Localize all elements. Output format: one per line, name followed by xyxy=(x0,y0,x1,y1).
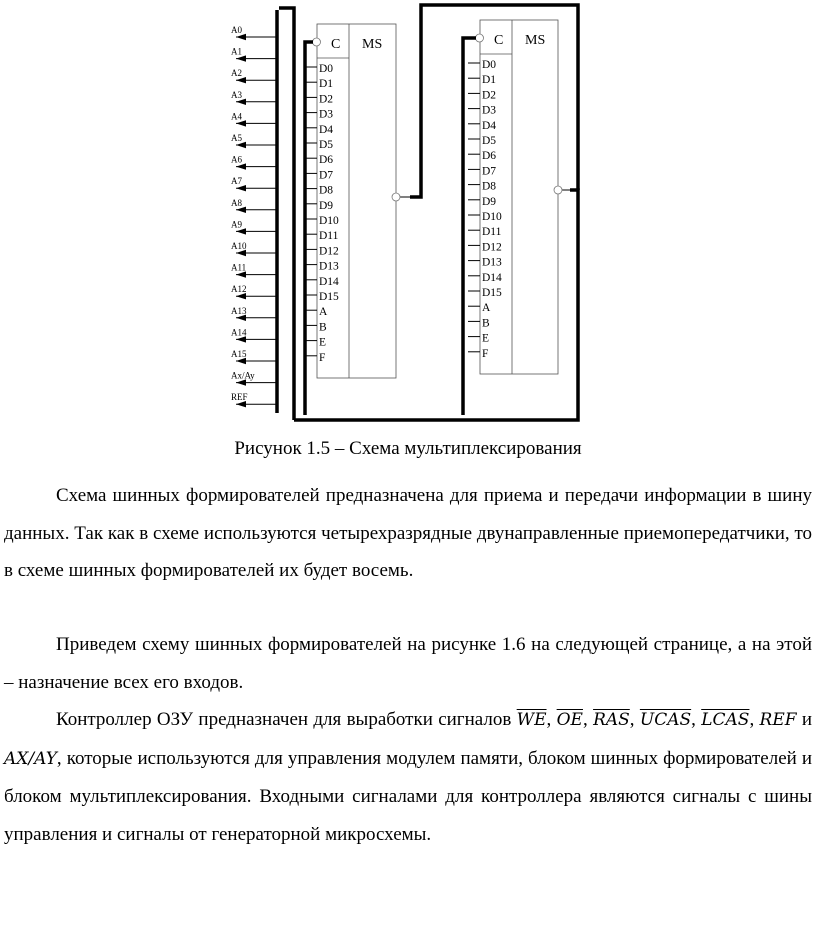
pin-label: A xyxy=(319,306,328,319)
pin-label: D1 xyxy=(482,74,497,87)
paragraph-text: Схема шинных формирователей предназначена для приема и передачи информации в шину данных. Так как в схеме используются четырехразрядные двунаправленные приемопередатчики, то в схеме шинных формирователей их будет восемь. xyxy=(4,485,812,581)
input-label: A6 xyxy=(231,154,242,165)
input-label: A13 xyxy=(231,305,247,316)
pin-label: D14 xyxy=(482,271,502,284)
pin-label: D1 xyxy=(319,78,334,91)
pin-label: D13 xyxy=(482,256,502,269)
pin-label: D14 xyxy=(319,275,339,288)
signal-ucas: UCAS xyxy=(639,710,692,730)
pin-label: D7 xyxy=(482,165,497,178)
pin-label: E xyxy=(482,332,490,345)
mux-control-label: C xyxy=(494,33,504,48)
input-label: A5 xyxy=(231,133,242,143)
pin-label: D3 xyxy=(482,104,497,117)
bus-wire xyxy=(305,42,313,415)
paragraph-text: Контроллер ОЗУ предназначен для выработки сигналов xyxy=(56,709,512,730)
pin-label: D10 xyxy=(482,211,502,223)
pin-label: D0 xyxy=(482,59,497,71)
mux-control-label: C xyxy=(331,37,341,52)
input-label: A10 xyxy=(231,241,247,251)
paragraph-text: , которые используются для управления модулем памяти, блоком шинных формирователей и блоком мультиплексирования. Входными сигналами для контроллера являются сигналы с шины управления и сигналы от генераторной микросхемы. xyxy=(4,747,812,845)
pin-label: D2 xyxy=(319,93,334,106)
input-label: A12 xyxy=(231,284,247,295)
input-label: Ax/Ay xyxy=(231,370,255,381)
conjunction: и xyxy=(801,709,813,730)
pin-label: D9 xyxy=(319,199,334,212)
input-label: REF xyxy=(231,392,248,403)
signal-ras: $\overline{RAS}$ xyxy=(593,710,630,730)
pin-label: D8 xyxy=(319,184,334,197)
pin-label: D15 xyxy=(482,287,502,299)
pin-label: D15 xyxy=(319,291,339,303)
input-label: A14 xyxy=(231,327,247,338)
pin-label: F xyxy=(482,347,489,360)
paragraph-bus-drivers xyxy=(4,477,812,590)
pin-label: D10 xyxy=(319,215,339,227)
input-label: A2 xyxy=(231,68,242,79)
pin-label: D9 xyxy=(482,195,497,208)
multiplexer-2 xyxy=(468,20,574,374)
paragraph-figure-reference xyxy=(4,626,812,701)
bus-wire xyxy=(279,8,294,420)
signal-oe: $\overline{OE}$ xyxy=(556,710,583,730)
input-label: A8 xyxy=(231,197,242,208)
paragraph-text: Приведем схему шинных формирователей на рисунке 1.6 на следующей странице, а на этой – назначение всех его входов. xyxy=(4,634,812,693)
pin-label: F xyxy=(319,351,326,364)
bus-wire xyxy=(463,38,476,415)
pin-label: E xyxy=(319,336,327,349)
pin-label: D13 xyxy=(319,260,339,273)
multiplexing-diagram xyxy=(0,0,816,440)
signal-we: $\overline{WE}$ xyxy=(516,710,547,730)
input-label: A0 xyxy=(231,25,242,35)
multiplexer-1 xyxy=(305,24,412,378)
pin-label: D7 xyxy=(319,169,334,182)
pin-label: D5 xyxy=(482,135,497,147)
output-bubble-icon xyxy=(554,186,562,194)
input-label: A1 xyxy=(231,46,242,57)
pin-label: D12 xyxy=(482,241,502,254)
pin-label: D5 xyxy=(319,139,334,151)
input-label: A15 xyxy=(231,349,247,359)
address-inputs-group xyxy=(231,25,277,407)
input-label: A4 xyxy=(231,111,242,122)
pin-label: D6 xyxy=(319,154,334,167)
input-label: A7 xyxy=(231,176,242,187)
signal-ax-ay: AX/AY xyxy=(4,748,57,769)
pin-label: A xyxy=(482,302,491,315)
pin-label: D2 xyxy=(482,89,497,102)
pin-label: D8 xyxy=(482,180,497,193)
pin-label: D4 xyxy=(482,119,497,132)
signal-ref: REF xyxy=(759,710,797,730)
inversion-bubble-icon xyxy=(476,34,484,42)
paragraph-ram-controller: Контроллер ОЗУ предназначен для выработки сигналов $\overline{WE}$, $\overline{OE}$, $\overline{RAS}$, UCAS, LCAS, REF и AX/AY, которые используются для управления модулем памяти, блоком шинных формирователей и блоком мультиплексирования. Входными сигналами для контроллера являются сигналы с шины управления и сигналы от генераторной микросхемы. xyxy=(4,709,813,845)
pin-label: B xyxy=(482,317,490,330)
pin-label: D12 xyxy=(319,245,339,258)
pin-label: D3 xyxy=(319,108,334,121)
pin-label: B xyxy=(319,321,327,334)
input-label: A11 xyxy=(231,262,247,273)
input-label: A9 xyxy=(231,219,242,230)
output-bubble-icon xyxy=(392,193,400,201)
mux-function-label: MS xyxy=(525,33,546,48)
pin-label: D4 xyxy=(319,123,334,136)
inversion-bubble-icon xyxy=(313,38,321,46)
mux-function-label: MS xyxy=(362,37,383,52)
pin-label: D0 xyxy=(319,63,334,75)
input-label: A3 xyxy=(231,89,242,100)
pin-label: D11 xyxy=(319,230,339,243)
signal-lcas: LCAS xyxy=(701,710,750,730)
pin-label: D6 xyxy=(482,150,497,163)
figure-caption: Рисунок 1.5 – Схема мультиплексирования xyxy=(234,438,582,459)
pin-label: D11 xyxy=(482,226,502,239)
